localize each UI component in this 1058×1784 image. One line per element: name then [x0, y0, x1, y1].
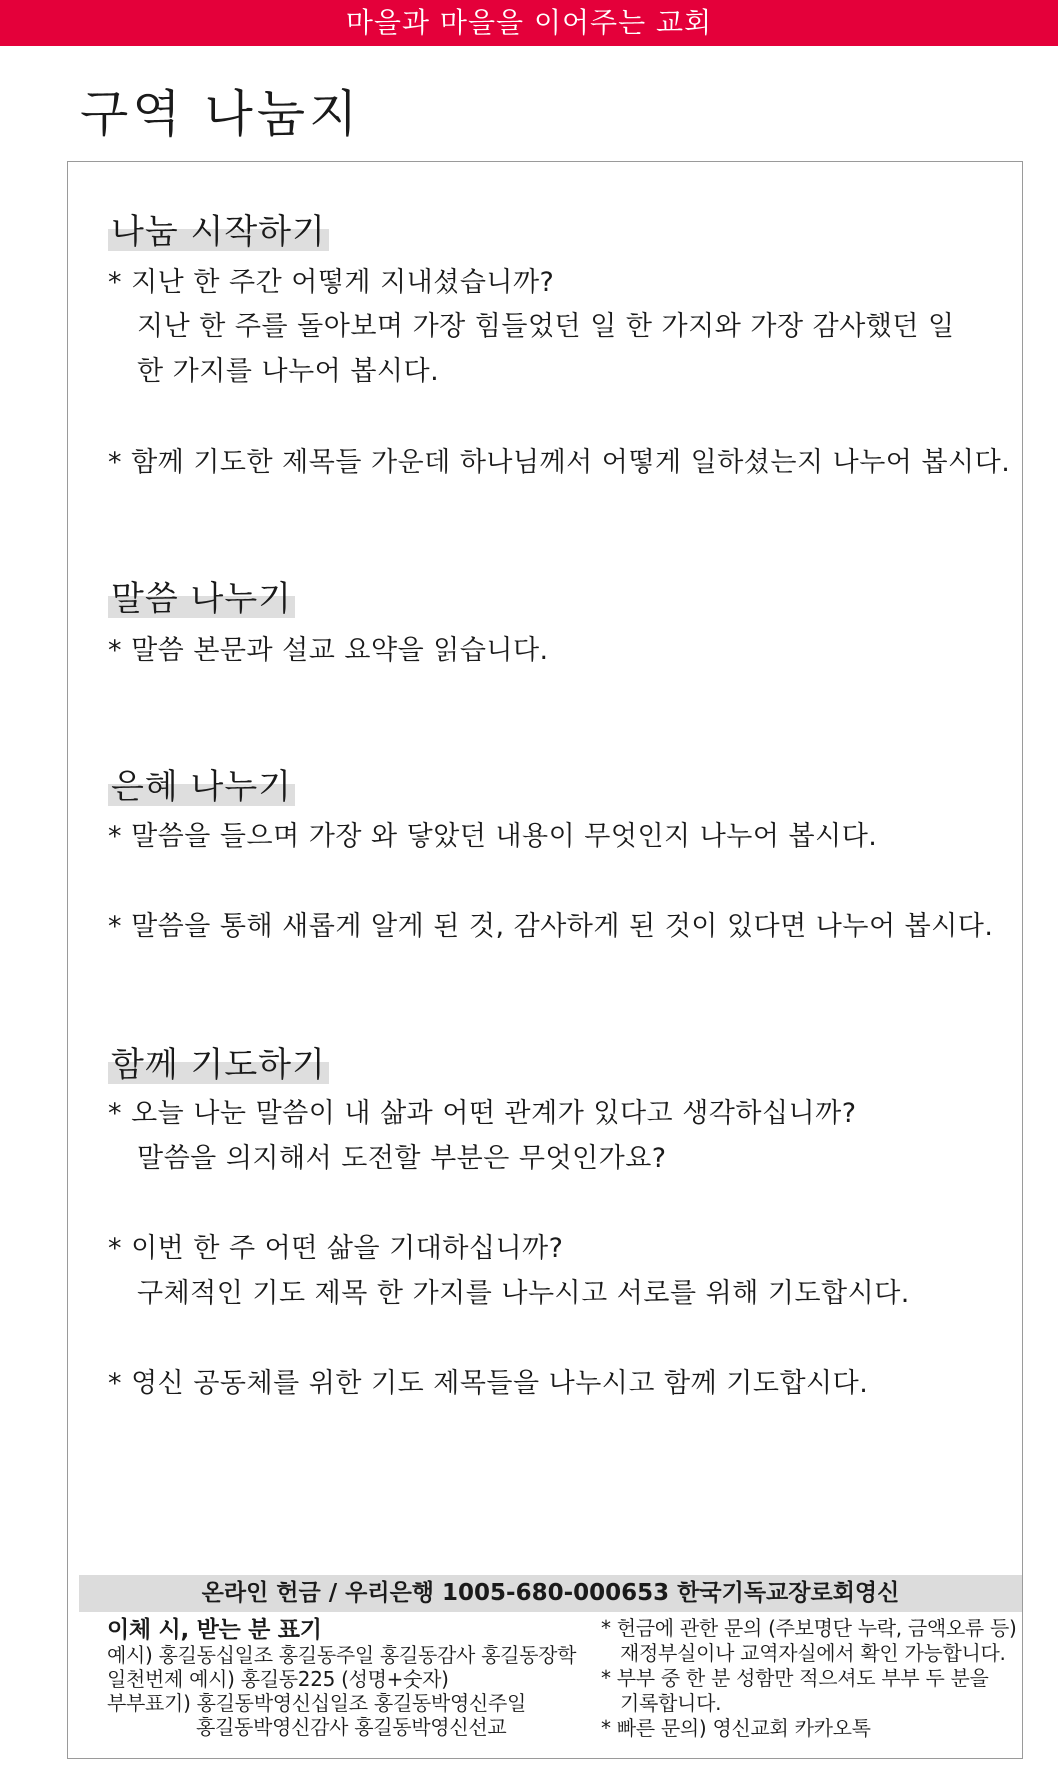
grace-sharing-question-2: * 말씀을 통해 새롭게 알게 된 것, 감사하게 된 것이 있다면 나누어 봅시다.: [108, 911, 994, 942]
word-sharing-instruction: * 말씀 본문과 설교 요약을 읽습니다.: [108, 635, 549, 666]
pray-together-question-1: * 오늘 나눈 말씀이 내 삶과 어떤 관계가 있다고 생각하십니까?: [108, 1098, 857, 1129]
sharing-start-detail-line-2: 한 가지를 나누어 봅시다.: [137, 356, 440, 387]
transfer-label-title: 이체 시, 받는 분 표기: [107, 1617, 322, 1643]
section-title-grace-sharing: 은혜 나누기: [108, 768, 295, 806]
transfer-example-line: 일천번제 예시) 홍길동225 (성명+숫자): [107, 1667, 449, 1691]
offering-note-line: 기록합니다.: [620, 1691, 722, 1715]
pray-together-question-2: * 이번 한 주 어떤 삶을 기대하십니까?: [108, 1233, 564, 1264]
page-title: 구역 나눔지: [80, 85, 362, 143]
offering-note-line: * 부부 중 한 분 성함만 적으셔도 부부 두 분을: [601, 1666, 989, 1690]
sharing-start-prayer-question: * 함께 기도한 제목들 가운데 하나님께서 어떻게 일하셨는지 나누어 봅시다.: [108, 447, 1011, 478]
section-title-sharing-start: 나눔 시작하기: [108, 213, 329, 251]
pray-together-question-1-detail: 말씀을 의지해서 도전할 부분은 무엇인가요?: [137, 1143, 667, 1174]
transfer-example-line: 부부표기) 홍길동박영신십일조 홍길동박영신주일: [107, 1691, 527, 1715]
pray-together-question-2-detail: 구체적인 기도 제목 한 가지를 나누시고 서로를 위해 기도합시다.: [137, 1278, 910, 1309]
sharing-start-question: * 지난 한 주간 어떻게 지내셨습니까?: [108, 267, 555, 298]
offering-note-line: * 빠른 문의) 영신교회 카카오톡: [601, 1716, 871, 1740]
online-offering-account-bar: 온라인 헌금 / 우리은행 1005-680-000653 한국기독교장로회영신: [79, 1575, 1022, 1612]
grace-sharing-question-1: * 말씀을 들으며 가장 와 닿았던 내용이 무엇인지 나누어 봅시다.: [108, 821, 878, 852]
section-title-word-sharing: 말씀 나누기: [108, 580, 295, 618]
church-slogan-banner: 마을과 마을을 이어주는 교회: [0, 0, 1058, 46]
content-frame: [67, 161, 1023, 1759]
sharing-start-detail-line-1: 지난 한 주를 돌아보며 가장 힘들었던 일 한 가지와 가장 감사했던 일: [137, 311, 955, 342]
transfer-example-line: 예시) 홍길동십일조 홍길동주일 홍길동감사 홍길동장학: [107, 1643, 577, 1667]
section-title-pray-together: 함께 기도하기: [108, 1046, 329, 1084]
offering-note-line: * 헌금에 관한 문의 (주보명단 누락, 금액오류 등): [601, 1616, 1017, 1640]
transfer-example-line: 홍길동박영신감사 홍길동박영신선교: [196, 1715, 507, 1739]
pray-together-community-prayer: * 영신 공동체를 위한 기도 제목들을 나누시고 함께 기도합시다.: [108, 1368, 869, 1399]
offering-note-line: 재정부실이나 교역자실에서 확인 가능합니다.: [620, 1641, 1006, 1665]
